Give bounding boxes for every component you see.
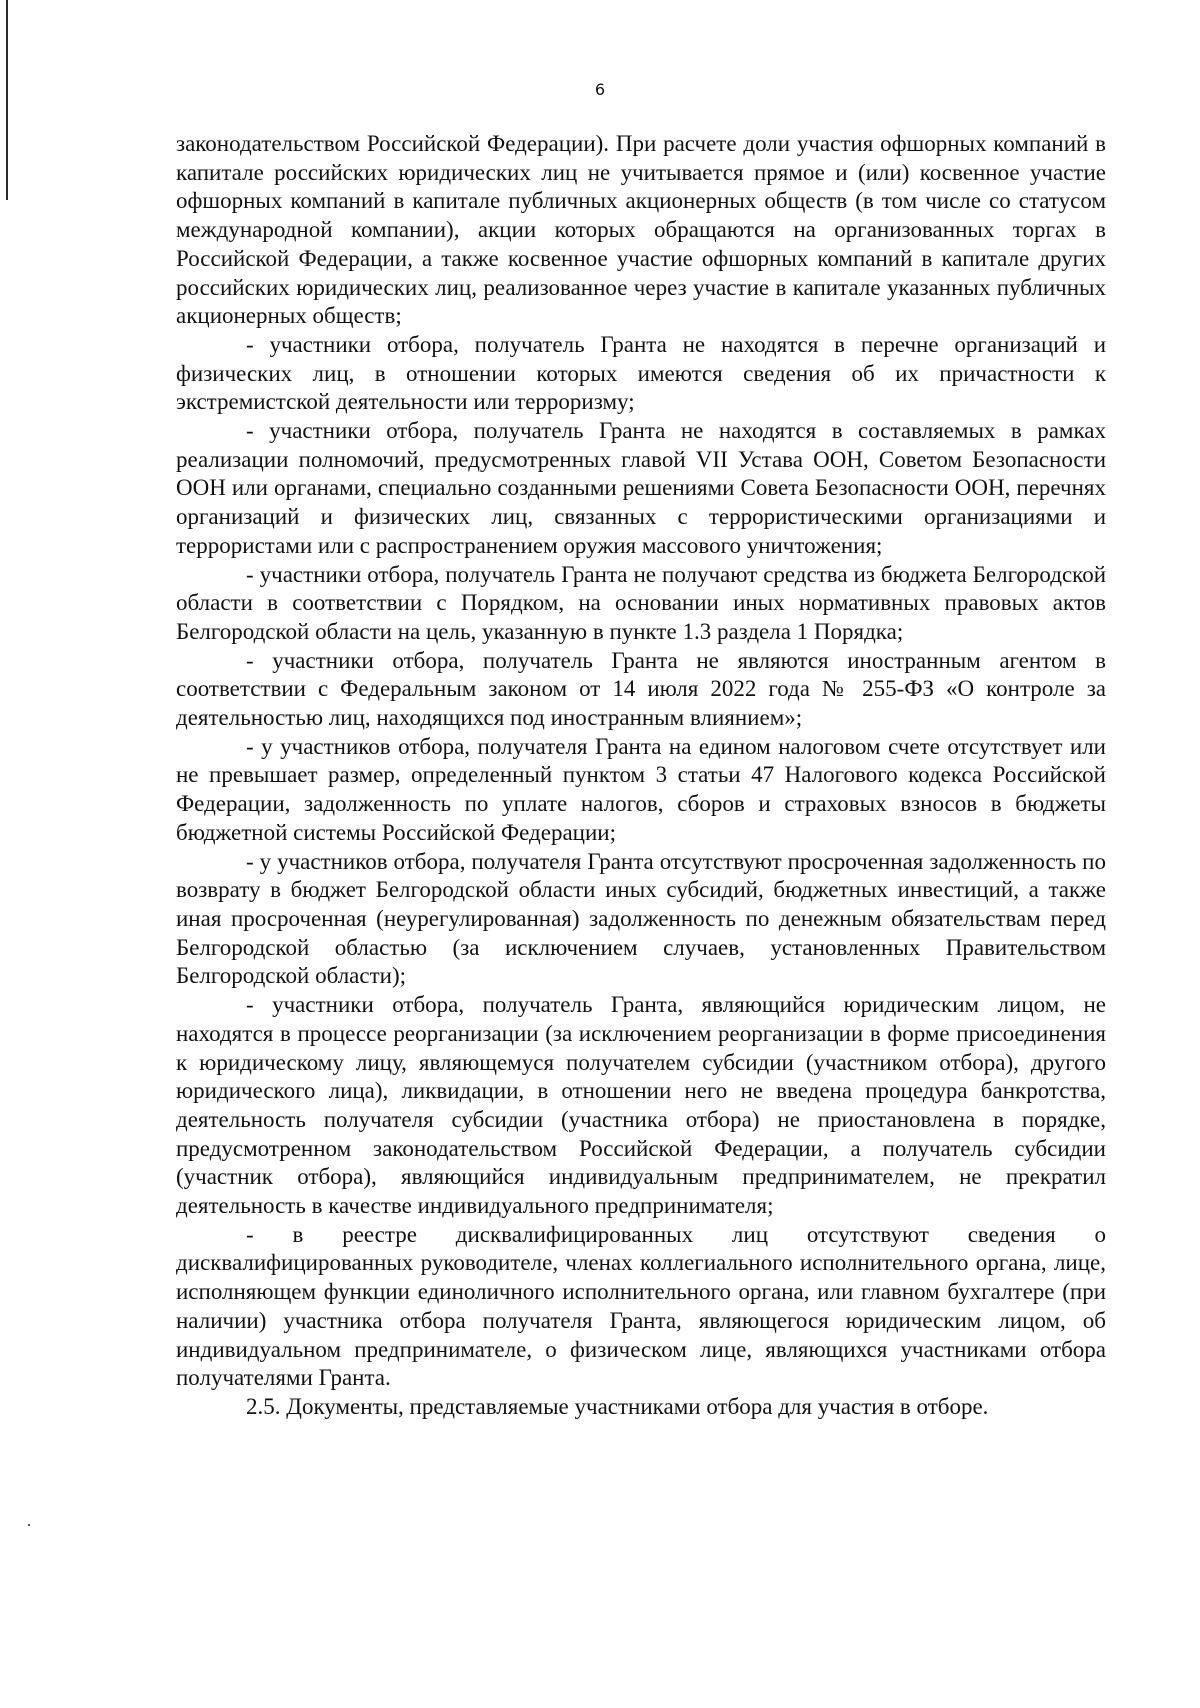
paragraph-offshore-participation: законодательством Российской Федерации). При расчете доли участия офшорных компаний в капитале российских юридических лиц не учитывается прямое и (или) косвенное участие офшорных компаний в капитале публичных акционерных обществ (в том числе со статусом международной компании), акции которых обращаются на организованных торгах в Российской Федерации, а также косвенное участие офшорных компаний в капитале других российских юридических лиц, реализованное через участие в капитале указанных публичных акционерных обществ; <box>176 131 1106 329</box>
scan-speck <box>28 1524 30 1526</box>
paragraph-disqualified-persons: - в реестре дисквалифицированных лиц отсутствуют сведения о дисквалифицированных руководителе, членах коллегиального исполнительного органа, лице, исполняющем функции единоличного исполнительного органа, или главном бухгалтере (при наличии) участника отбора получателя Гранта, являющегося юридическим лицом, об индивидуальном предпринимателе, о физическом лице, являющихся участниками отбора получателями Гранта. <box>176 1221 1106 1391</box>
document-body <box>176 130 1106 1422</box>
paragraph-reorganization: - участники отбора, получатель Гранта, являющийся юридическим лицом, не находятся в процессе реорганизации (за исключением реорганизации в форме присоединения к юридическому лицу, являющемуся получателем субсидии (участником отбора), другого юридического лица), ликвидации, в отношении него не введена процедура банкротства, деятельность получателя субсидии (участника отбора) не приостановлена в порядке, предусмотренном законодательством Российской Федерации, а получатель субсидии (участник отбора), являющийся индивидуальным предпринимателем, не прекратил деятельность в качестве индивидуального предпринимателя; <box>176 992 1106 1219</box>
paragraph-foreign-agent: - участники отбора, получатель Гранта не являются иностранным агентом в соответствии с Федеральным законом от 14 июля 2022 года № 255-ФЗ «О контроле за деятельностью лиц, находящихся под иностранным влиянием»; <box>176 647 1106 731</box>
paragraph-overdue-debt: - у участников отбора, получателя Гранта отсутствуют просроченная задолженность по возврату в бюджет Белгородской области иных субсидий, бюджетных инвестиций, а также иная просроченная (неурегулированная) задолженность по денежным обязательствам перед Белгородской областью (за исключением случаев, установленных Правительством Белгородской области); <box>176 848 1106 989</box>
paragraph-tax-debt: - у участников отбора, получателя Гранта на едином налоговом счете отсутствует или не превышает размер, определенный пунктом 3 статьи 47 Налогового кодекса Российской Федерации, задолженность по уплате налогов, сборов и страховых взносов в бюджеты бюджетной системы Российской Федерации; <box>176 733 1106 845</box>
section-heading-2-5: 2.5. Документы, представляемые участниками отбора для участия в отборе. <box>246 1393 989 1419</box>
scan-edge-line <box>6 0 8 200</box>
page-number: 6 <box>594 80 606 99</box>
paragraph-no-budget-funds: - участники отбора, получатель Гранта не получают средства из бюджета Белгородской области в соответствии с Порядком, на основании иных нормативных правовых актов Белгородской области на цель, указанную в пункте 1.3 раздела 1 Порядка; <box>176 561 1106 644</box>
paragraph-un-sanctions-list: - участники отбора, получатель Гранта не находятся в составляемых в рамках реализации полномочий, предусмотренных главой VII Устава ООН, Советом Безопасности ООН или органами, специально созданными решениями Совета Безопасности ООН, перечнях организаций и физических лиц, связанных с террористическими организациями и террористами или с распространением оружия массового уничтожения; <box>176 418 1106 558</box>
paragraph-extremism-list: - участники отбора, получатель Гранта не находятся в перечне организаций и физических лиц, в отношении которых имеются сведения об их причастности к экстремистской деятельности или терроризму; <box>176 331 1106 415</box>
